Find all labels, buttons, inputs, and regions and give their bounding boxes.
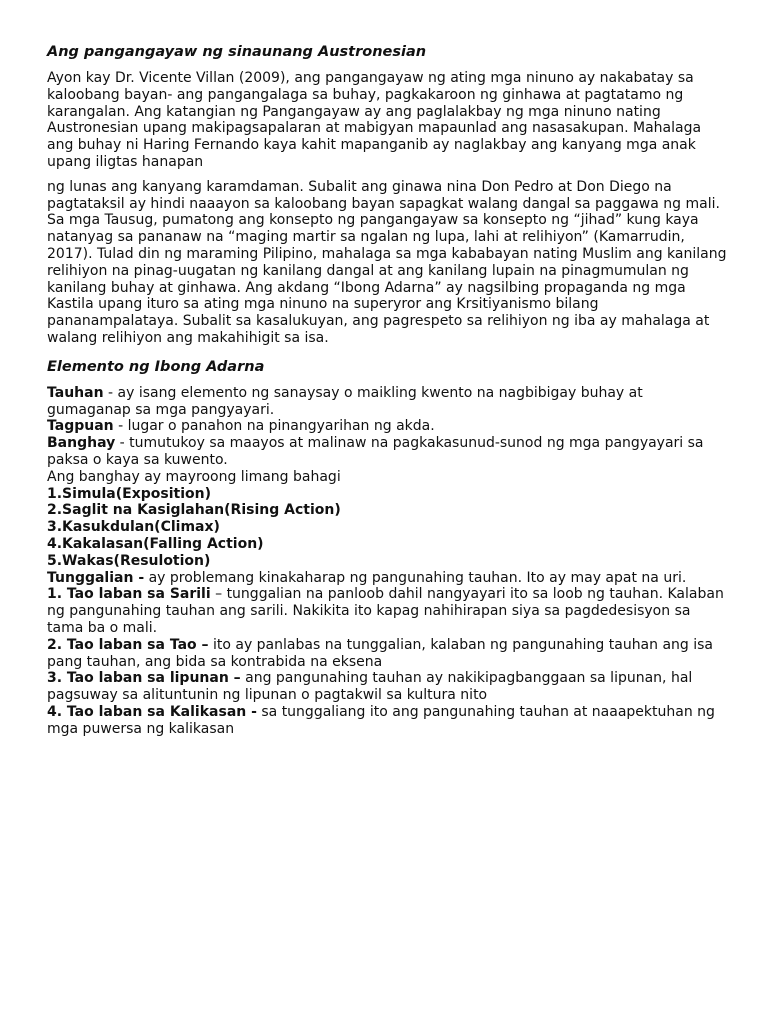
list-item: 4.Kakalasan(Falling Action) (47, 535, 264, 552)
def-tauhan: - ay isang elemento ng sanaysay o maikling kwento na nagbibigay buhay at gumaganap sa mga pangyayari. (47, 384, 643, 418)
paragraph-pangangayaw-1: Ayon kay Dr. Vicente Villan (2009), ang pangangayaw ng ating mga ninuno ay nakabatay sa kaloobang bayan- ang pangangalaga sa buhay, pagkakaroon ng ginhawa at pagtatamo ng karangalan. Ang katangian ng Pangangayaw ay ang paglalakbay ng mga ninuno nating Austronesian upang makipagsapalaran at mabigyan mapaunlad ang nasasakupan. Mahalaga ang buhay ni Haring Fernando kaya kahit mapanganib ay naglakbay ang kanyang mga anak upang iligtas hanapan (47, 70, 702, 170)
conflict-term: 1. Tao laban sa Sarili (47, 586, 211, 603)
conflict-term: 3. Tao laban sa lipunan – (47, 670, 241, 687)
conflict-item (47, 586, 727, 636)
list-item: 5.Wakas(Resulotion) (47, 552, 211, 569)
conflict-def: ito ay panlabas na tunggalian, kalaban ng pangunahing tauhan ang isa pang tauhan, ang bida sa kontrabida na eksena (47, 636, 714, 670)
list-item: 3.Kasukdulan(Climax) (47, 519, 220, 536)
conflict-term: 2. Tao laban sa Tao – (47, 636, 209, 653)
banghay-intro: Ang banghay ay mayroong limang bahagi (47, 468, 341, 485)
conflict-def: ang pangunahing tauhan ay nakikipagbanggaan sa lipunan, hal pagsuway sa alituntunin ng lipunan o pagtakwil sa kultura nito (47, 670, 693, 704)
definition-tagpuan (47, 418, 727, 435)
conflict-item (47, 704, 727, 738)
section-title-pangangayaw: Ang pangangayaw ng sinaunang Austronesian (47, 44, 427, 60)
conflict-def: – tunggalian na panloob dahil nangyayari ito sa loob ng tauhan. Kalaban ng pangunahing tauhan ang sarili. Nakikita ito kapag nahihirapan siya sa pagdedesisyon sa tama ba o mali. (47, 586, 724, 636)
conflict-term: 4. Tao laban sa Kalikasan - (47, 703, 257, 720)
definition-tauhan (47, 385, 727, 419)
conflict-item (47, 670, 727, 704)
conflict-def: sa tunggaliang ito ang pangunahing tauhan at naaapektuhan ng mga puwersa ng kalikasan (47, 703, 715, 737)
definition-banghay (47, 435, 727, 469)
term-banghay: Banghay (47, 435, 116, 452)
term-tauhan: Tauhan (47, 384, 104, 401)
paragraph-pangangayaw-2: ng lunas ang kanyang karamdaman. Subalit ang ginawa nina Don Pedro at Don Diego na pagtataksil ay hindi naaayon sa kaloobang bayan sapagkat walang dangal sa paggawa ng mali. Sa mga Tausug, pumatong ang konsepto ng pangangayaw sa konsepto ng “jihad” kung kaya natanyag sa pananaw na “maging martir sa ngalan ng lupa, lahi at relihiyon” (Kamarrudin, 2017). Tulad din ng maraming Pilipino, mahalaga sa mga kababayan nating Muslim ang kanilang relihiyon na pinag-uugatan ng kanilang dangal at ang kanilang lupain na pinagmumulan ng kanilang buhay at ginhawa. Ang akdang “Ibong Adarna” ay nagsilbing propaganda ng mga Kastila upang ituro sa ating mga ninuno na superyror ang Krsitiyanismo bilang pananampalataya. Subalit sa kasalukuyan, ang pagrespeto sa relihiyon ng iba ay mahalaga at walang relihiyon ang makahihigit sa isa. (47, 178, 727, 346)
banghay-parts-list (47, 486, 727, 570)
def-tagpuan: - lugar o panahon na pinangyarihan ng akda. (113, 418, 435, 435)
list-item: 2.Saglit na Kasiglahan(Rising Action) (47, 502, 341, 519)
definition-tunggalian (47, 570, 727, 587)
conflict-item (47, 637, 727, 671)
list-item: 1.Simula(Exposition) (47, 485, 211, 502)
document-page (47, 42, 727, 737)
term-tunggalian: Tunggalian - (47, 569, 145, 586)
section-title-elemento: Elemento ng Ibong Adarna (47, 358, 265, 375)
def-tunggalian: ay problemang kinakaharap ng pangunahing tauhan. Ito ay may apat na uri. (144, 569, 687, 586)
def-banghay: - tumutukoy sa maayos at malinaw na pagkakasunud-sunod ng mga pangyayari sa paksa o kaya sa kuwento. (47, 435, 704, 468)
term-tagpuan: Tagpuan (47, 418, 114, 435)
